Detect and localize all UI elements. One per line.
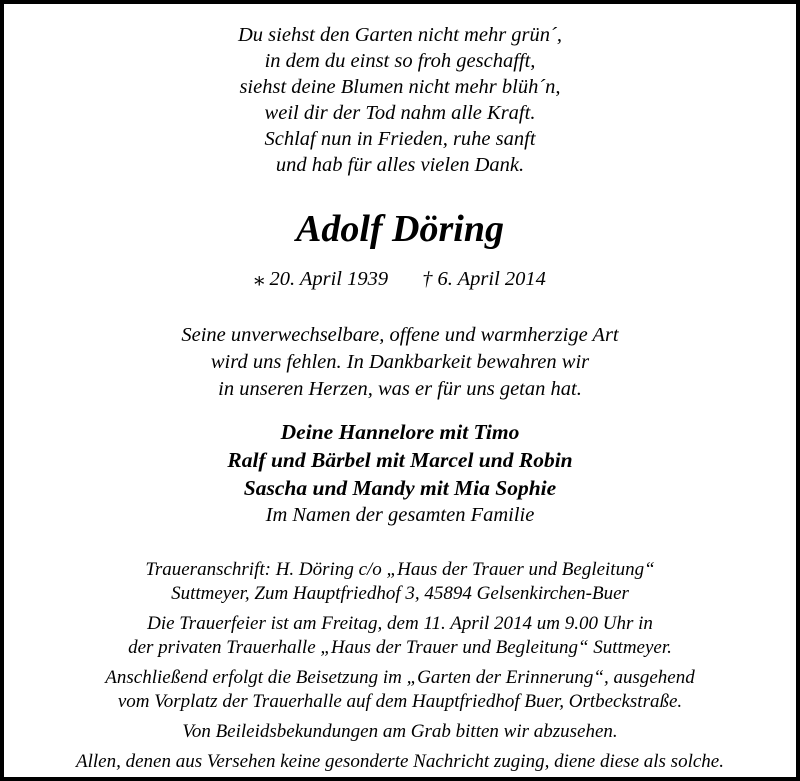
family-line: Ralf und Bärbel mit Marcel und Robin [227,448,573,472]
info-line: vom Vorplatz der Trauerhalle auf dem Hauptfriedhof Buer, Ortbeckstraße. [117,691,683,712]
info-paragraph-burial [4,666,796,714]
birth-date: ⁎ 20. April 1939 [254,268,389,290]
info-line: Allen, denen aus Versehen keine gesonderte Nachricht zuging, diene diese als solche. [76,751,724,772]
info-line: Suttmeyer, Zum Hauptfriedhof 3, 45894 Gelsenkirchen-Buer [171,583,629,604]
info-line: Traueranschrift: H. Döring c/o „Haus der Trauer und Begleitung“ [145,559,655,580]
poem-line: Schlaf nun in Frieden, ruhe sanft [264,128,536,150]
tribute-line: in unseren Herzen, was er für uns getan hat. [218,378,582,400]
info-line: Von Beileidsbekundungen am Grab bitten wir abzusehen. [182,721,618,742]
info-line: Anschließend erfolgt die Beisetzung im „Garten der Erinnerung“, ausgehend [105,667,695,688]
memorial-poem [4,22,796,178]
info-paragraph-notice [4,750,796,774]
tribute-text [4,322,796,403]
death-date: † 6. April 2014 [422,268,546,290]
funeral-information [4,558,796,780]
family-signatures [4,418,796,502]
info-line: der privaten Trauerhalle „Haus der Trauer und Begleitung“ Suttmeyer. [128,637,672,658]
family-line: Deine Hannelore mit Timo [280,420,520,444]
info-paragraph-address [4,558,796,606]
tribute-line: Seine unverwechselbare, offene und warmherzige Art [181,324,619,346]
deceased-name: Adolf Döring [296,208,504,250]
family-subtitle: Im Namen der gesamten Familie [265,504,535,526]
poem-line: und hab für alles vielen Dank. [275,154,525,176]
poem-line: in dem du einst so froh geschafft, [264,50,536,72]
family-line: Sascha und Mandy mit Mia Sophie [243,476,557,500]
poem-line: Du siehst den Garten nicht mehr grün´, [238,24,562,46]
life-dates [4,266,796,292]
info-line: Die Trauerfeier ist am Freitag, dem 11. April 2014 um 9.00 Uhr in [147,613,653,634]
info-paragraph-ceremony [4,612,796,660]
poem-line: siehst deine Blumen nicht mehr blüh´n, [239,76,561,98]
info-paragraph-condolences [4,720,796,744]
tribute-line: wird uns fehlen. In Dankbarkeit bewahren wir [210,351,590,373]
poem-line: weil dir der Tod nahm alle Kraft. [264,102,536,124]
